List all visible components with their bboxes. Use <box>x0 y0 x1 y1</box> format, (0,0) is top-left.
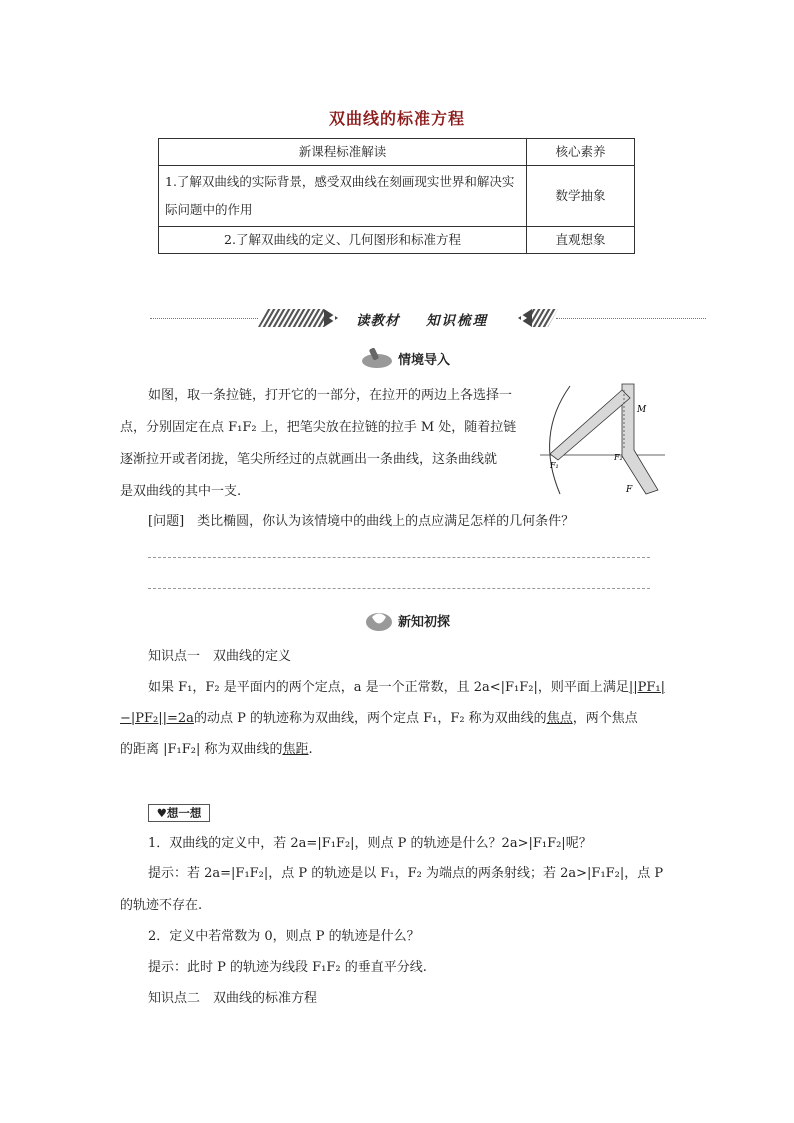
table-header-row <box>159 139 635 166</box>
banner-label-right: 知识梳理 <box>426 313 488 329</box>
definition-segment: . <box>308 742 313 757</box>
intro-line: 逐渐拉开或者闭拢，笔尖所经过的点就画出一条曲线，这条曲线就 <box>120 452 498 467</box>
intro-line: 如图，取一条拉链，打开它的一部分，在拉开的两边上各选择一 <box>148 388 513 403</box>
intro-line: 是双曲线的其中一支. <box>120 484 242 499</box>
think-hint: 提示：此时 P 的轨迹为线段 F₁F₂ 的垂直平分线. <box>148 960 427 975</box>
think-box <box>148 804 210 822</box>
definition-segment: 的动点 P 的轨迹称为双曲线，两个定点 F₁，F₂ 称为双曲线的 <box>193 711 547 726</box>
table-cell: 直观想象 <box>527 227 635 254</box>
heart-icon: ♥ <box>156 806 167 820</box>
table-row <box>159 166 635 227</box>
banner-stripe-left <box>258 309 340 327</box>
definition-underlined: −|PF₂||=2a <box>120 711 194 726</box>
think-label: 想一想 <box>166 806 202 820</box>
figure-label: F₂ <box>614 453 623 462</box>
think-hint: 提示：若 2a=|F₁F₂|，点 P 的轨迹是以 F₁，F₂ 为端点的两条射线；若 2a>|F₁F₂|，点 P <box>148 866 664 881</box>
definition-underlined: 焦点 <box>546 711 573 726</box>
section-heading-new-knowledge: 新知初探 <box>398 615 451 630</box>
intro-line: 点，分别固定在点 F₁F₂ 上，把笔尖放在拉链的拉手 M 处，随着拉链 <box>120 420 517 435</box>
table-row <box>159 227 635 254</box>
table-cell: 2.了解双曲线的定义、几何图形和标准方程 <box>159 227 527 254</box>
section-icon <box>360 345 394 369</box>
table-cell: 1.了解双曲线的实际背景，感受双曲线在刻画现实世界和解决实际问题中的作用 <box>159 166 527 227</box>
definition-underlined: ||PF₁| <box>628 680 666 695</box>
figure-label: F₁ <box>550 461 559 470</box>
section-heading-scenario: 情境导入 <box>398 353 451 368</box>
table-header: 新课程标准解读 <box>159 139 527 166</box>
definition-segment: 的距离 |F₁F₂| 称为双曲线的 <box>120 742 283 757</box>
banner-divider <box>556 318 706 319</box>
definition-text <box>148 672 665 704</box>
definition-underlined: 焦距 <box>282 742 309 757</box>
answer-line <box>148 588 650 589</box>
think-hint: 的轨迹不存在. <box>120 898 203 913</box>
banner-label-left: 读教材 <box>356 313 400 329</box>
definition-segment: 如果 F₁，F₂ 是平面内的两个定点，a 是一个正常数，且 2a<|F₁F₂|，则平面上满足 <box>148 680 629 695</box>
think-question: 2．定义中若常数为 0，则点 P 的轨迹是什么？ <box>148 929 420 944</box>
curriculum-table <box>158 138 635 254</box>
section-icon <box>364 608 394 632</box>
banner-stripe-right <box>518 309 558 327</box>
figure-label: M <box>637 405 647 415</box>
definition-text <box>120 734 313 766</box>
answer-line <box>148 557 650 558</box>
knowledge-point-heading: 知识点一 双曲线的定义 <box>148 649 292 664</box>
figure-label: F <box>626 485 633 495</box>
question-text: [问题] 类比椭圆，你认为该情境中的曲线上的点应满足怎样的几何条件？ <box>148 514 575 529</box>
table-header: 核心素养 <box>527 139 635 166</box>
zipper-figure <box>530 380 670 498</box>
table-cell: 数学抽象 <box>527 166 635 227</box>
definition-segment: ，两个焦点 <box>572 711 638 726</box>
knowledge-point-heading: 知识点二 双曲线的标准方程 <box>148 991 318 1006</box>
think-question: 1．双曲线的定义中，若 2a=|F₁F₂|，则点 P 的轨迹是什么？2a>|F₁F₂|呢？ <box>148 836 592 851</box>
banner-divider <box>150 318 258 319</box>
page-title: 双曲线的标准方程 <box>328 109 465 128</box>
definition-text <box>120 703 638 735</box>
